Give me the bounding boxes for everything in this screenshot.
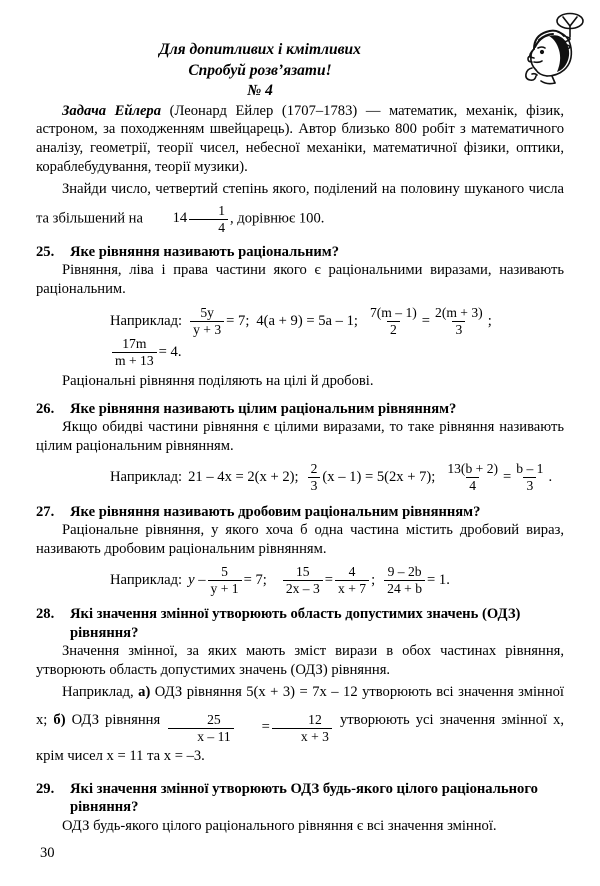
question-item-28	[36, 605, 564, 642]
fraction	[432, 306, 486, 337]
example-row-26	[36, 462, 564, 493]
example-marker-a: а)	[138, 684, 151, 701]
question-text-27: Яке рівняння називають дробовим раціональним рівнянням?	[70, 503, 481, 520]
formula-25-1	[188, 306, 249, 337]
euler-intro-paragraph	[36, 102, 564, 176]
answer-text-26: Якщо обидві частини рівняння є цілими виразами, то таке рівняння називають цілим раціональним рівнянням.	[36, 419, 564, 454]
euler-task-part2: , дорівнює 100.	[229, 210, 325, 227]
formula-26-3	[442, 462, 552, 493]
answer-text-25: Рівняння, ліва і права частини якого є раціональними виразами, називають раціональним.	[36, 262, 564, 298]
formula-26-1: 21 – 4x = 2(x + 2);	[188, 469, 299, 486]
example-label-27: Наприклад:	[110, 572, 183, 589]
fraction-numerator: 15	[296, 564, 310, 580]
example-text-b-pre: ОДЗ рівняння	[65, 712, 167, 729]
question-item-29	[36, 780, 564, 817]
page-content	[36, 40, 564, 835]
fraction-numerator: b – 1	[516, 461, 544, 477]
fraction-numerator: 2	[310, 461, 318, 477]
equals-sign: =	[421, 312, 431, 329]
fraction-numerator: 5	[221, 564, 228, 580]
formula-25-3	[365, 306, 492, 337]
fraction-denominator: 3	[452, 321, 465, 337]
fraction-denominator: 4	[466, 477, 479, 493]
fraction-numerator: 1	[218, 202, 225, 218]
example-label-26: Наприклад:	[110, 469, 183, 486]
mixed-number	[147, 204, 230, 234]
mixed-whole: 14	[172, 210, 188, 227]
fraction	[308, 462, 321, 493]
question-number-26: 26.	[36, 400, 55, 417]
euler-task-paragraph	[36, 176, 564, 234]
fraction-denominator: x – 11	[168, 728, 233, 744]
fraction-numerator: 12	[308, 712, 322, 728]
example-label-25: Наприклад:	[110, 312, 183, 329]
page-number: 30	[40, 845, 55, 861]
formula-27-2	[281, 565, 375, 596]
fraction	[367, 306, 420, 337]
fraction-denominator: m + 13	[112, 352, 157, 368]
formula-25-2: 4(a + 9) = 5a – 1;	[256, 312, 358, 329]
fraction	[335, 565, 369, 596]
fraction	[272, 713, 332, 743]
example-text-a: ОДЗ рівняння 5(x + 3) = 7x – 12 утворюють всі значення змінної x;	[36, 684, 564, 729]
question-item-25	[36, 243, 564, 261]
formula-rhs: = 4.	[158, 343, 182, 360]
fraction-denominator: x + 3	[272, 728, 332, 744]
formula-27-3	[382, 565, 450, 596]
formula-tail: (x – 1) = 5(2x + 7);	[322, 469, 436, 486]
fraction	[444, 462, 501, 493]
question-number-29: 29.	[36, 780, 55, 797]
question-text-29: Які значення змінної утворюють ОДЗ будь-якого цілого раціонального рівняння?	[70, 780, 538, 816]
equals-sign: =	[261, 719, 270, 736]
fraction-numerator: 5y	[200, 304, 214, 320]
answer-text-28: Значення змінної, за яких мають зміст вирази в обох частинах рівняння, утворюють область допустимих значень (ОДЗ) рівняння.	[36, 643, 564, 678]
fraction	[208, 565, 242, 596]
fraction-denominator: y + 3	[190, 321, 224, 337]
example-text-b-post: утворюють усі значення змінної x, крім чисел x = 11 та x = –3.	[36, 712, 565, 765]
fraction-numerator: 25	[207, 712, 221, 728]
fraction-numerator: 7(m – 1)	[369, 304, 417, 320]
formula-lhs: y –	[188, 572, 206, 589]
formula-tail: ;	[487, 312, 492, 329]
fraction-denominator: 4	[189, 219, 228, 235]
example-marker-b: б)	[53, 712, 66, 729]
formula-rhs: = 1.	[427, 572, 450, 589]
section-header	[36, 40, 564, 102]
formula-tail: ;	[371, 572, 376, 589]
question-number-28: 28.	[36, 606, 55, 623]
fraction	[168, 713, 233, 743]
question-item-27	[36, 503, 564, 521]
note-text-25: Раціональні рівняння поділяють на цілі й дробові.	[62, 373, 374, 390]
answer-text-29: ОДЗ будь-якого цілого раціонального рівняння є всі значення змінної.	[62, 817, 497, 834]
formula-26-2	[306, 462, 436, 493]
header-line-curious: Для допитливих і кмітливих	[159, 41, 361, 58]
answer-text-27: Раціональне рівняння, у якого хоча б одна частина містить дробовий вираз, називають дробовим раціональним рівнянням.	[36, 521, 564, 557]
fraction	[384, 565, 425, 596]
question-number-25: 25.	[36, 244, 55, 261]
fraction-denominator: 2	[387, 321, 400, 337]
fraction-denominator: 2x – 3	[283, 580, 323, 596]
euler-task-part1: Знайди число, четвертий степінь якого, поділений на половину шуканого числа та збільшений на	[36, 181, 564, 227]
example-lead-28: Наприклад,	[62, 684, 139, 701]
question-text-26: Яке рівняння називають цілим раціональним рівнянням?	[70, 400, 457, 417]
fraction-denominator: 3	[308, 477, 321, 493]
euler-bio: (Леонард Ейлер (1707–1783) — математик, механік, фізик, астроном, за походженням швейцарець). Автор близько 800 робіт з математичного аналізу, геометрії, теорії чисел, небесної механіки, математичної фізики, оптики, кораблебудування, теорії музики).	[36, 102, 564, 175]
fraction-denominator: 24 + b	[384, 580, 425, 596]
fraction-numerator: 2(m + 3)	[435, 304, 483, 320]
formula-25-4	[110, 337, 181, 368]
fraction-numerator: 9 – 2b	[387, 564, 422, 580]
fraction-numerator: 13(b + 2)	[447, 461, 499, 477]
header-line-try-solve: Спробуй розв’язати!	[188, 61, 332, 79]
fraction-denominator: y + 1	[208, 580, 242, 596]
fraction	[190, 306, 224, 337]
example-row-25	[36, 306, 564, 369]
formula-28-b	[166, 713, 334, 743]
equals-sign: =	[324, 572, 334, 589]
example-paragraph-28	[36, 679, 564, 771]
formula-rhs: = 7;	[243, 572, 267, 589]
fraction	[283, 565, 323, 596]
question-text-28: Які значення змінної утворюють область допустимих значень (ОДЗ) рівняння?	[70, 606, 521, 641]
example-row-27	[36, 565, 564, 596]
fraction-denominator: x + 7	[335, 580, 369, 596]
formula-tail: .	[548, 469, 553, 486]
fraction-numerator: 17m	[122, 335, 147, 351]
question-text-25: Яке рівняння називають раціональним?	[70, 244, 340, 261]
fraction-one-quarter	[189, 204, 228, 234]
question-number-27: 27.	[36, 503, 55, 520]
formula-rhs: = 7;	[226, 312, 250, 329]
fraction	[112, 337, 157, 368]
fraction-numerator: 4	[348, 564, 356, 580]
formula-27-1	[188, 565, 267, 596]
fraction	[513, 462, 546, 493]
equals-sign: =	[503, 469, 512, 486]
euler-title: Задача Ейлера	[62, 102, 162, 119]
question-item-26	[36, 400, 564, 418]
fraction-denominator: 3	[523, 477, 536, 493]
header-task-number: № 4	[247, 82, 273, 100]
